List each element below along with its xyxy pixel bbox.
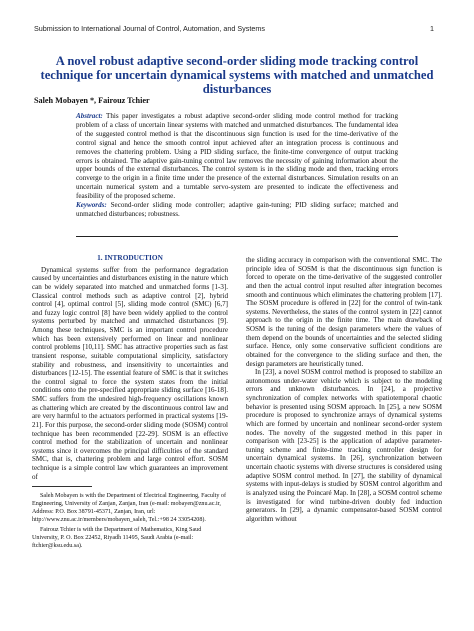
footnote-author-1: Saleh Mobayen is with the Department of Electrical Engineering, Faculty of Engineering, University of Zanjan, Zanjan, Iran (e-mail: mobayen@znu.ac.ir, Address: P.O. Box 38791-45371, Zanjan, Iran, url: http://www.znu.ac.ir/members/mobayen_saleh, Tel.:+98 24 33054208). xyxy=(32,493,226,523)
right-column xyxy=(246,256,442,523)
paper-title: A novel robust adaptive second-order sliding mode tracking control technique for uncertain dynamical systems with matched and unmatched disturbances xyxy=(40,54,434,96)
abstract-label: Abstract: xyxy=(76,112,103,120)
keywords-text: Second-order sliding mode controller; adaptive gain-tuning; PID sliding surface; matched and unmatched disturbances; robustness. xyxy=(76,201,398,218)
abstract-divider xyxy=(76,236,398,237)
left-column xyxy=(32,250,228,554)
intro-paragraph: Dynamical systems suffer from the performance degradation caused by uncertainties and disturbances existing in the nature which can be widely separated into matched and unmatched forms [1-3]. Classical control methods such as adaptive control [2], hybrid control [4], optimal control [5], sliding mode control (SMC) [6,7] and fuzzy logic control [8] have been widely applied to the control systems perturbed by matched and unmatched disturbances [9]. Among these techniques, SMC is an important control procedure which has been extensively performed on linear and nonlinear control problems [10,11]. SMC has attractive properties such as fast transient response, suitable computational simplicity, satisfactory stability and robustness, and insensitivity to uncertainties and disturbances [12-15]. The essential feature of SMC is that it switches the control signal to force the system states from the initial conditions onto the pre-specified appropriate sliding surface [16-18]. SMC suffers from the undesired high-frequency oscillations known as chattering which are created by the discontinuous control law and are very harmful to the actuators performed in practical systems [19-21]. For this purpose, the second-order sliding mode (SOSM) control technique has been recommended [22-29]. SOSM is an effective control method for the stabilization of uncertain and nonlinear systems since it overcomes the principal difficulties of the standard SMC, that is, chattering problem and large control effort. SOSM technique is a simple control law which guarantees an improvement of xyxy=(32,265,228,481)
section-heading: 1. INTRODUCTION xyxy=(97,253,163,262)
footnote-divider xyxy=(32,486,92,487)
abstract-text: This paper investigates a robust adaptive second-order sliding mode control method for tracking problem of a class of uncertain linear systems with matched and unmatched disturbances. The fundamental idea of the suggested control method is that the discontinuous sign function is used for the time-derivative of the control signal and hence the smooth control input achieved after an integration process is continuous and removes the chattering problem. Using a PID sliding surface, the finite-time convergence of output tracking errors is obtained. The adaptive gain-tuning control law removes the necessity of gaining information about the upper bounds of the external disturbances. The control system is in the sliding mode and then, tracking errors converge to the origin in a finite time under the presence of the external disturbances. Simulation results on an uncertain numerical system and a turntable servo-system are presented to indicate the effectiveness and feasibility of the proposed scheme. xyxy=(76,112,398,201)
running-header xyxy=(34,24,434,33)
author-list: Saleh Mobayen *, Fairouz Tchier xyxy=(34,96,150,105)
intro-paragraph-continued: the sliding accuracy in comparison with the conventional SMC. The principle idea of SOSM is that the discontinuous sign function is forced to operate on the time-derivative of the suggested controller and then the actual control input resulted after integration becomes smooth and continuous which eliminates the chattering problem [17]. The SOSM procedure is offered in [22] for the control of twin-tank systems. Nevertheless, the states of the control system in [22] cannot approach to the origin in the finite time. The main drawback of SOSM is the tuning of the design parameters where the values of them depend on the bounds of uncertainties and the selected sliding surface. Hence, only some conservative sufficient conditions are obtained for the convergence to the sliding surface and then, the design parameters are heuristically tuned. xyxy=(246,256,442,368)
footnotes xyxy=(32,493,228,551)
abstract-block xyxy=(76,112,398,219)
running-title: Submission to International Journal of Control, Automation, and Systems xyxy=(34,24,265,33)
keywords-paragraph xyxy=(76,201,398,219)
abstract-paragraph xyxy=(76,112,398,201)
keywords-label: Keywords: xyxy=(76,201,107,210)
footnote-author-2: Fairouz Tchier is with the Department of Mathematics, King Saud University, P. O. Box 22452, Riyadh 11495, Saudi Arabia (e-mail: ftchier@ksu.edu.sa). xyxy=(32,527,202,550)
intro-paragraph-2: In [23], a novel SOSM control method is proposed to stabilize an autonomous under-water vehicle which is subject to the modeling errors and unknown disturbances. In [24], a projective synchronization of complex networks with spatiotemporal chaotic behavior is presented using SOSM approach. In [25], a new SOSM procedure is proposed to synchronize arrays of dynamical systems which are formed by uncertain and nonlinear second-order system nodes. The novelty of the suggested method in this paper in comparison with [23-25] is the application of adaptive parameter-tuning scheme and finite-time tracking controller design for uncertain dynamical systems. In [26], synchronization between uncertain chaotic systems with diverse structures is considered using adaptive SOSM control method. In [27], the stability of dynamical systems with input-delays is studied by SOSM control algorithm and is analyzed using the Poincaré Map. In [28], a SOSM control scheme is investigated for wind turbine-driven doubly fed induction generators. In [29], a dynamic compensator-based SOSM control algorithm without xyxy=(246,368,442,523)
page-number: 1 xyxy=(430,24,434,33)
